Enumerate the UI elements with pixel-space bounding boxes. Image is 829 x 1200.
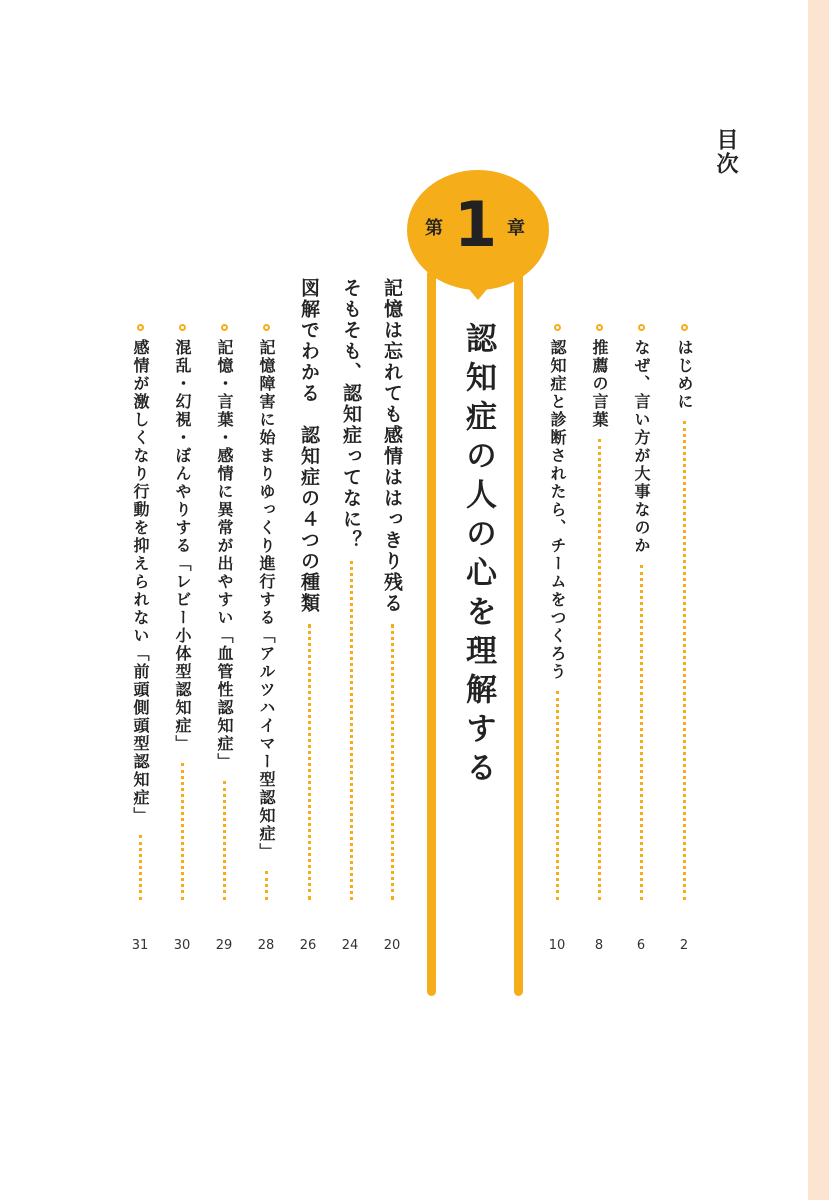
page-number: 30 [173,938,191,953]
dotted-leader [391,624,394,900]
bullet-icon [221,324,228,331]
bullet-icon [596,324,603,331]
bullet-icon [554,324,561,331]
dotted-leader [556,691,559,900]
toc-item-intro[interactable]: はじめに [672,324,696,904]
page-number: 6 [636,938,646,953]
toc-item-emotion-remains[interactable]: 記憶は忘れても感情ははっきり残る [378,278,406,904]
page-number: 8 [594,938,604,953]
toc-item-recommendation[interactable]: 推薦の言葉 [587,324,611,904]
dotted-leader [139,835,142,900]
toc-item-vascular[interactable]: 記憶・言葉・感情に異常が出やすい「血管性認知症」 [212,324,236,904]
toc-item-why-wording[interactable]: なぜ、言い方が大事なのか [629,324,653,904]
chapter-bracket-left [427,270,436,996]
page-number: 31 [131,938,149,953]
page-number: 28 [257,938,275,953]
page-number: 10 [548,938,566,953]
chapter-prefix: 第 [425,218,443,239]
chapter-number: 1 [454,188,498,261]
toc-item-build-team[interactable]: 認知症と診断されたら、チームをつくろう [545,324,569,904]
toc-item-alzheimer[interactable]: 記憶障害に始まりゆっくり進行する「アルツハイマー型認知症」 [254,324,278,904]
dotted-leader [683,421,686,900]
chapter-badge-pointer [463,282,493,300]
chapter-bracket-right [514,270,523,996]
dotted-leader [350,561,353,900]
dotted-leader [640,565,643,900]
bullet-icon [681,324,688,331]
bullet-icon [179,324,186,331]
dotted-leader [598,439,601,900]
toc-item-four-types[interactable]: 図解でわかる 認知症の４つの種類 [295,278,323,904]
page-number: 2 [679,938,689,953]
page-number: 26 [299,938,317,953]
page-number: 20 [383,938,401,953]
chapter-suffix: 章 [507,218,525,239]
dotted-leader [181,763,184,900]
page-number: 29 [215,938,233,953]
dotted-leader [223,781,226,900]
page-number: 24 [341,938,359,953]
bullet-icon [638,324,645,331]
dotted-leader [308,624,311,900]
page-edge-strip [808,0,829,1200]
toc-item-lewy-body[interactable]: 混乱・幻視・ぼんやりする「レビー小体型認知症」 [170,324,194,904]
toc-item-what-is-dementia[interactable]: そもそも、認知症ってなに？ [337,278,365,904]
toc-title: 目次 [713,128,738,176]
chapter-title[interactable]: 認知症の人の心を理解する [460,322,496,790]
dotted-leader [265,871,268,900]
bullet-icon [137,324,144,331]
bullet-icon [263,324,270,331]
toc-item-frontotemporal[interactable]: 感情が激しくなり行動を抑えられない「前頭側頭型認知症」 [128,324,152,904]
